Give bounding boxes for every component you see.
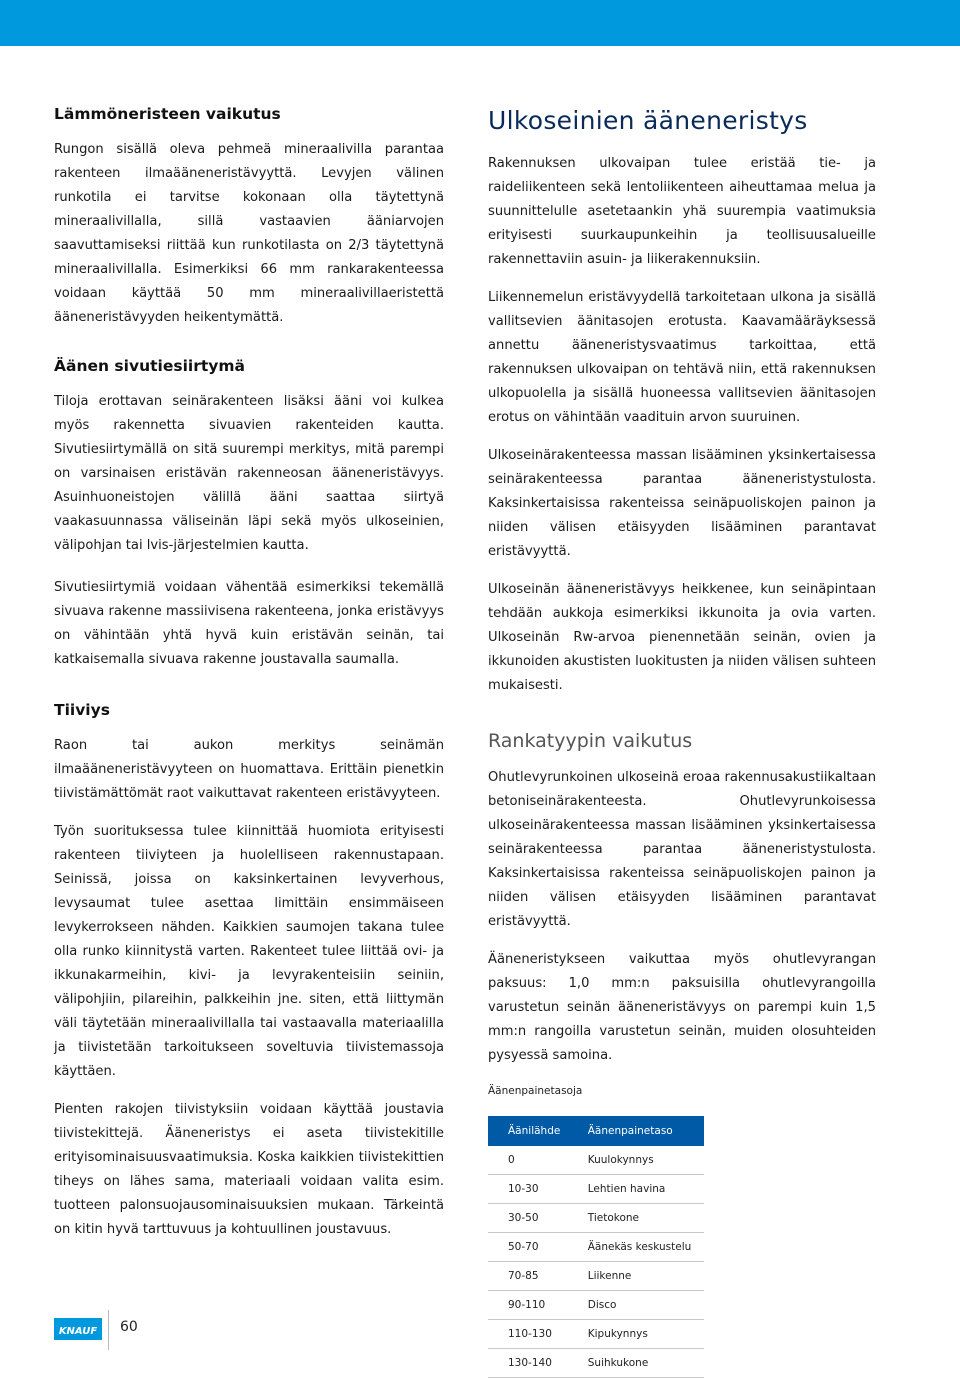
- paragraph: Ohutlevyrunkoinen ulkoseinä eroaa rakennusakustiikaltaan betoniseinärakenteesta. Ohutlevyrunkoisessa ulkoseinärakenteessa massan lisääminen yksinkertaisessa seinärakenteessa parantaa ääneneristystulosta. Kaksinkertaisissa rakenteissa seinäpuoliskojen painon ja niiden välisen etäisyyden lisääminen parantavat eristävyyttä.: [488, 770, 876, 929]
- table-row: [488, 1320, 704, 1349]
- paragraph: Rungon sisällä oleva pehmeä mineraalivilla parantaa rakenteen ilmaääneneristävyyttä. Levyjen välinen runkotila ei tarvitse kokonaan olla täytettynä mineraalivillalla, sillä vastaavien ääniarvojen saavuttamiseksi riittää kun runkotilasta on 2/3 täytettynä mineraalivillalla. Esimerkiksi 66 mm rankarakenteessa voidaan käyttää 50 mm mineraalivillaeristettä ääneneristävyyden heikentymättä.: [54, 142, 444, 325]
- left-column: [54, 104, 444, 1256]
- paragraph: Sivutiesiirtymiä voidaan vähentää esimerkiksi tekemällä sivuava rakenne massiivisena rakenteena, jonka eristävyys on vähintään yhtä hyvä kuin eristävän seinän, tai katkaisemalla sivuava rakenne joustavalla saumalla.: [54, 580, 444, 667]
- table-cell-source: 30-50: [488, 1204, 568, 1233]
- table-cell-level: Kipukynnys: [568, 1320, 704, 1349]
- paragraph: Ääneneristykseen vaikuttaa myös ohutlevyrangan paksuus: 1,0 mm:n paksuisilla ohutlevyrangoilla varustetun seinän ääneneristävyys on parempi kuin 1,5 mm:n rangoilla varustetun seinän, muiden olosuhteiden pysyessä samoina.: [488, 952, 876, 1063]
- paragraph: Tiloja erottavan seinärakenteen lisäksi ääni voi kulkea myös rakennetta sivuavien rakenteiden kautta. Sivutiesiirtymällä on sitä suurempi merkitys, mitä parempi on varsinaisen eristävän rakenneosan ääneneristävyys. Asuinhuoneistojen välillä ääni saattaa siirtyä vaakasuunnassa väliseinän läpi sekä myös ulkoseinien, välipohjan tai lvis-järjestelmien kautta.: [54, 394, 444, 553]
- section-heading-airtightness: Tiiviys: [54, 701, 110, 719]
- table-cell-source: 10-30: [488, 1175, 568, 1204]
- table-row: [488, 1291, 704, 1320]
- table-cell-level: Kuulokynnys: [568, 1146, 704, 1175]
- table-row: [488, 1262, 704, 1291]
- paragraph: Pienten rakojen tiivistyksiin voidaan käyttää joustavia tiivistekittejä. Ääneneristys ei aseta tiivistekitille erityisominaisuusvaatimuksia. Koska kaikkien tiivistekittien tiheys on lähes sama, materiaali voidaan valita esim. tuotteen palonsuojausominaisuuksien mukaan. Tärkeintä on kitin hyvä tarttuvuus ja kohtuullinen joustavuus.: [54, 1102, 444, 1237]
- paragraph: Ulkoseinärakenteessa massan lisääminen yksinkertaisessa seinärakenteessa parantaa ääneneristystulosta. Kaksinkertaisissa rakenteissa seinäpuoliskojen painon ja niiden välisen etäisyyden lisääminen parantavat eristävyyttä.: [488, 448, 876, 559]
- table-cell-level: Lehtien havina: [568, 1175, 704, 1204]
- paragraph: Liikennemelun eristävyydellä tarkoitetaan ulkona ja sisällä vallitsevien äänitasojen erotusta. Kaavamääräyksessä annettu ääneneristysvaatimus tarkoittaa, että rakennuksen ulkovaipan on tehtävä niin, että rakennuksen ulkopuolella ja sisällä huoneessa vallitsevien äänitasojen erotus on vähintään vaadituin arvon suuruinen.: [488, 290, 876, 425]
- table-cell-source: 0: [488, 1146, 568, 1175]
- table-row: [488, 1175, 704, 1204]
- paragraph: Työn suorituksessa tulee kiinnittää huomiota erityisesti rakenteen tiiviyteen ja huolelliseen rakennustapaan. Seinissä, joissa on kaksinkertainen levyverhous, levysaumat tulee asettaa limittäin ensimmäiseen levykerrokseen nähden. Kaikkien saumojen takana tulee olla runko kiinnitystä varten. Rakenteet tulee liittää ovi- ja ikkunakarmeihin, kivi- ja levyrakenteisiin seiniin, välipohjiin, pilareihin, palkkeihin jne. siten, että liittymän väli täytetään mineraalivillalla tai vastaavalla materiaalilla ja tiivistetään tarkoitukseen soveltuvia tiivistemassoja käyttäen.: [54, 824, 444, 1079]
- table-row: [488, 1204, 704, 1233]
- table-cell-level: Suihkukone: [568, 1349, 704, 1378]
- table-cell-source: 110-130: [488, 1320, 568, 1349]
- table-cell-source: 130-140: [488, 1349, 568, 1378]
- section-heading-thermal-insulation: Lämmöneristeen vaikutus: [54, 105, 281, 123]
- knauf-logo: [54, 1314, 102, 1344]
- top-accent-bar: [0, 0, 960, 46]
- table-header-row: [488, 1116, 704, 1146]
- table-row: [488, 1233, 704, 1262]
- table-caption: Äänenpainetasoja: [488, 1085, 583, 1097]
- paragraph: Rakennuksen ulkovaipan tulee eristää tie- ja raideliikenteen sekä lentoliikenteen aiheuttamaa melua ja suunnittelulle asetetaankin yhä suurempia vaatimuksia erityisesti suurkaupunkeihin ja teollisuusalueille rakennettaviin asuin- ja liikerakennuksiin.: [488, 156, 876, 267]
- table-cell-source: 90-110: [488, 1291, 568, 1320]
- page-footer: [54, 1310, 254, 1350]
- table-cell-level: Äänekäs keskustelu: [568, 1233, 704, 1262]
- paragraph: Raon tai aukon merkitys seinämän ilmaääneneristävyyteen on huomattava. Erittäin pienetkin tiivistämättömät raot vaikuttavat rakenteen eristävyyteen.: [54, 738, 444, 801]
- table-cell-level: Tietokone: [568, 1204, 704, 1233]
- page-number: 60: [120, 1319, 138, 1335]
- right-column: [488, 104, 876, 1378]
- sound-level-table: [488, 1116, 704, 1378]
- paragraph: Ulkoseinän ääneneristävyys heikkenee, kun seinäpintaan tehdään aukkoja esimerkiksi ikkunoita ja ovia varten. Ulkoseinän Rw-arvoa pienennetään seinän, ovien ja ikkunoiden akustisten luokitusten ja niiden välisen suhteen mukaisesti.: [488, 582, 876, 693]
- table-header-source: Äänilähde: [488, 1116, 568, 1146]
- footer-divider: [108, 1310, 109, 1350]
- table-cell-level: Disco: [568, 1291, 704, 1320]
- table-cell-level: Liikenne: [568, 1262, 704, 1291]
- svg-text:KNAUF: KNAUF: [58, 1326, 98, 1337]
- section-heading-flanking-transmission: Äänen sivutiesiirtymä: [54, 357, 245, 375]
- table-header-level: Äänenpainetaso: [568, 1116, 704, 1146]
- page-title: Ulkoseinien ääneneristys: [488, 106, 808, 135]
- table-row: [488, 1349, 704, 1378]
- table-cell-source: 70-85: [488, 1262, 568, 1291]
- section-subtitle-frame-type: Rankatyypin vaikutus: [488, 730, 693, 752]
- table-cell-source: 50-70: [488, 1233, 568, 1262]
- table-row: [488, 1146, 704, 1175]
